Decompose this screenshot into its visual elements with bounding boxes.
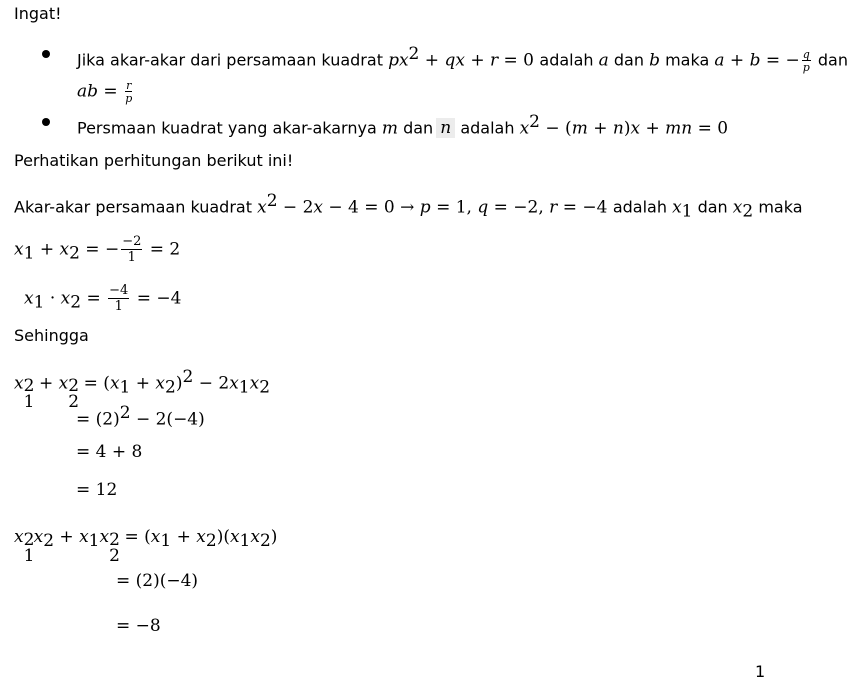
step-5: = −8 [116, 616, 161, 636]
bullet-1-line-1: Jika akar-akar dari persamaan kuadrat $px^2$ + qx + r = 0 adalah a dan b maka a + b = − $\frac{q}{p}$ dan [77, 44, 848, 74]
sum-of-roots: $x_1 + x_2$ = − $\frac{-2}{1}$ = 2 [14, 234, 181, 265]
sum-of-squares: x 2 1 + x 2 2 = $(x_1 + x_2)^2 - 2x_1x_2$ [14, 367, 271, 413]
step-4: = (2)(−4) [116, 571, 199, 591]
sehingga-label: Sehingga [14, 326, 89, 345]
page-number: 1 [755, 662, 766, 681]
step-2: = 4 + 8 [76, 442, 143, 462]
akar-line: Akar-akar persamaan kuadrat $x^2 - 2x - 4 = 0 \to p = 1$, q = −2, r = −4 adalah $x_1$ dan $x_2$ maka [14, 191, 803, 222]
bullet-1-line-2: ab = $\frac{r}{p}$ [77, 79, 133, 105]
bullet-dot [42, 50, 50, 58]
fraction-r-over-p: $\frac{r}{p}$ [125, 79, 133, 105]
product-of-roots: $x_1 \cdot x_2$ = $\frac{-4}{1}$ = −4 [24, 283, 182, 314]
step-1: = $(2)^2 - 2(-4)$ [76, 403, 205, 430]
step-3: = 12 [76, 480, 118, 500]
bullet-2-line: Persmaan kuadrat yang akar-akarnya m dan n adalah $x^2 - (m + n)x$ + mn = 0 [77, 112, 729, 139]
heading: Perhatikan perhitungan berikut ini! [14, 151, 294, 170]
fraction-q-over-p: $\frac{q}{p}$ [802, 47, 810, 74]
title: Ingat! [14, 4, 62, 23]
bullet-dot [42, 118, 50, 126]
text-cursor-highlight: n [436, 118, 455, 138]
second-expression: x 2 1 $x_2 + x_1x$ 2 2 = $(x_1 + x_2)(x_1x_2)$ [14, 527, 278, 566]
